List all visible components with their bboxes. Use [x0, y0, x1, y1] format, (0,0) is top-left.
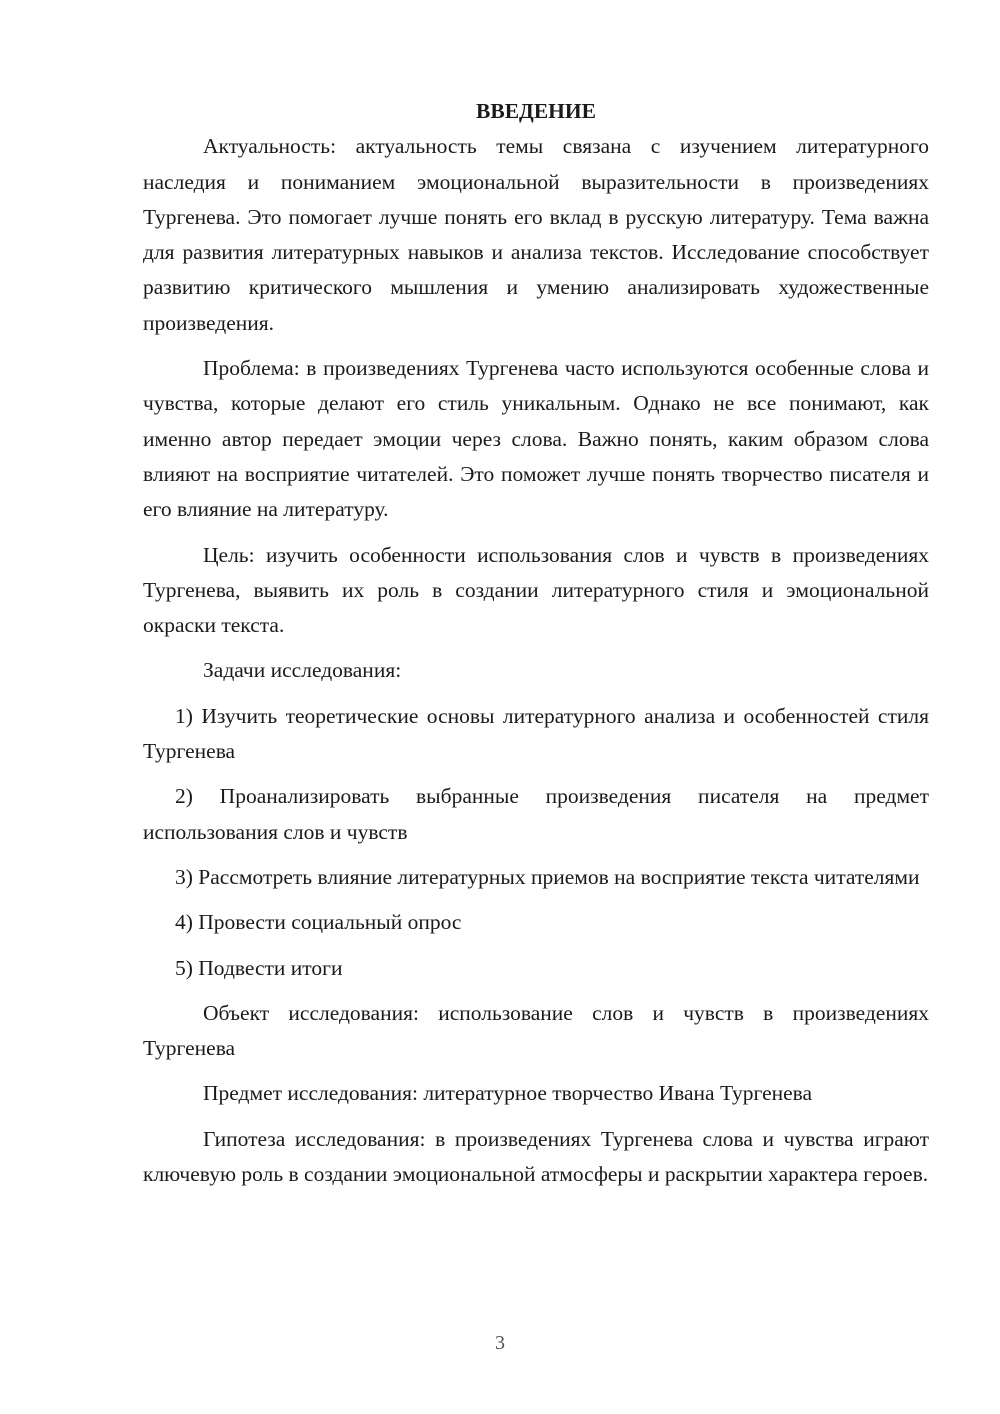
task-item-3: 3) Рассмотреть влияние литературных приемов на восприятие текста читателями	[175, 864, 920, 889]
task-item-2: 2) Проанализировать выбранные произведения писателя на предмет использования слов и чувств	[143, 784, 929, 844]
paragraph-goal: Цель: изучить особенности использования слов и чувств в произведениях Тургенева, выявить их роль в создании литературного стиля и эмоциональной окраски текста.	[143, 542, 929, 638]
paragraph-tasks-heading: Задачи исследования:	[203, 658, 402, 683]
page-number: 3	[495, 1332, 505, 1354]
page-title: ВВЕДЕНИЕ	[476, 99, 596, 123]
task-item-1: 1) Изучить теоретические основы литературного анализа и особенностей стиля Тургенева	[143, 703, 929, 764]
task-item-4: 4) Провести социальный опрос	[175, 910, 462, 935]
paragraph-subject: Предмет исследования: литературное творчество Ивана Тургенева	[203, 1081, 813, 1106]
paragraph-object: Объект исследования: использование слов и чувств в произведениях Тургенева	[143, 1000, 929, 1061]
paragraph-hypothesis: Гипотеза исследования: в произведениях Тургенева слова и чувства играют ключевую роль в создании эмоциональной атмосферы и раскрытии характера героев.	[143, 1126, 929, 1187]
document-page	[143, 94, 929, 1202]
task-item-5: 5) Подвести итоги	[175, 955, 343, 980]
paragraph-relevance: Актуальность: актуальность темы связана с изучением литературного наследия и пониманием эмоциональной выразительности в произведениях Тургенева. Это помогает лучше понять его вклад в русскую литературу. Тема важна для развития литературных навыков и анализа текстов. Исследование способствует развитию критического мышления и умению анализировать художественные произведения.	[143, 134, 929, 335]
paragraph-problem: Проблема: в произведениях Тургенева часто используются особенные слова и чувства, которые делают его стиль уникальным. Однако не все понимают, как именно автор передает эмоции через слова. Важно понять, каким образом слова влияют на восприятие читателей. Это поможет лучше понять творчество писателя и его влияние на литературу.	[143, 356, 929, 522]
